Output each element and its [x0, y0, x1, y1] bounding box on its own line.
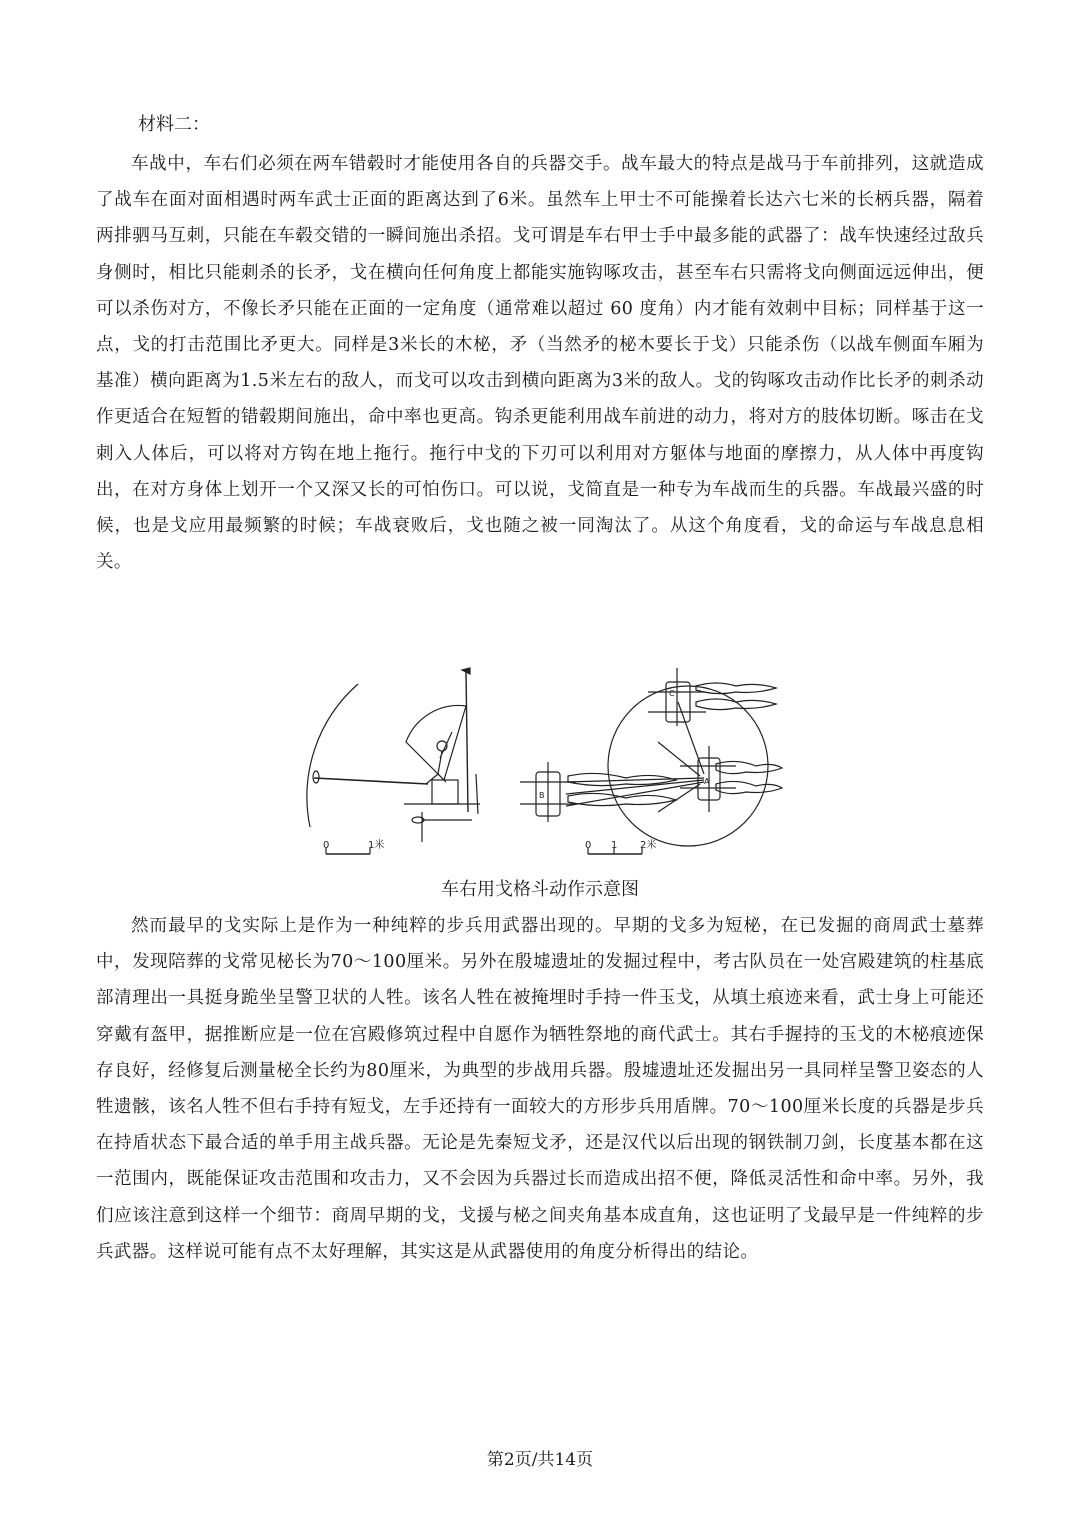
left-swing-sector — [406, 705, 466, 780]
page-number: 第2页/共14页 — [486, 1450, 594, 1470]
label-chariot-b: B — [539, 791, 545, 800]
paragraph-infantry-origin: 然而最早的戈实际上是作为一种纯粹的步兵用武器出现的。早期的戈多为短柲，在已发掘的商周武士墓葬中，发现陪葬的戈常见柲长为70～100厘米。另外在殷墟遗址的发掘过程中，考古队员在一处宫殿建筑的柱基底部清理出一具挺身跪坐呈警卫状的人牲。该名人牲在被掩埋时手持一件玉戈，从填土痕迹来看，武士身上可能还穿戴有盔甲，据推断应是一位在宫殿修筑过程中自愿作为牺牲祭地的商代武士。其右手握持的玉戈的木柲痕迹保存良好，经修复后测量柲全长约为80厘米，为典型的步战用兵器。殷墟遗址还发掘出另一具同样呈警卫姿态的人牲遗骸，该名人牲不但右手持有短戈，左手还持有一面较大的方形步兵用盾牌。70～100厘米长度的兵器是步兵在持盾状态下最合适的单手用主战兵器。无论是先秦短戈矛，还是汉代以后出现的钢铁制刀剑，长度基本都在这一范围内，既能保证攻击范围和攻击力，又不会因为兵器过长而造成出招不便，降低灵活性和命中率。另外，我们应该注意到这样一个细节：商周早期的戈，戈援与柲之间夹角基本成直角，这也证明了戈最早是一件纯粹的步兵武器。这样说可能有点不太好理解，其实这是从武器使用的角度分析得出的结论。 — [96, 916, 984, 1262]
label-chariot-c: C — [669, 689, 675, 698]
right-scale-one: 1 — [611, 840, 618, 851]
figure-caption: 车右用戈格斗动作示意图 — [441, 879, 639, 900]
figure-ge-combat-diagram — [296, 662, 796, 862]
left-scale-end: 1米 — [368, 840, 385, 851]
paragraph-chariot-warfare: 车战中，车右们必须在两车错毂时才能使用各自的兵器交手。战车最大的特点是战马于车前排列，这就造成了战车在面对面相遇时两车武士正面的距离达到了6米。虽然车上甲士不可能操着长达六七米的长柄兵器，隔着两排驷马互刺，只能在车毂交错的一瞬间施出杀招。戈可谓是车右甲士手中最多能的武器了：战车快速经过敌兵身侧时，相比只能刺杀的长矛，戈在横向任何角度上都能实施钩啄攻击，甚至车右只需将戈向侧面远远伸出，便可以杀伤对方，不像长矛只能在正面的一定角度（通常难以超过 60 度角）内才能有效刺中目标；同样基于这一点，戈的打击范围比矛更大。同样是3米长的木柲，矛（当然矛的柲木要长于戈）只能杀伤（以战车侧面车厢为基准）横向距离为1.5米左右的敌人，而戈可以攻击到横向距离为3米的敌人。戈的钩啄攻击动作比长矛的刺杀动作更适合在短暂的错毂期间施出，命中率也更高。钩杀更能利用战车前进的动力，将对方的肢体切断。啄击在戈刺入人体后，可以将对方钩在地上拖行。拖行中戈的下刃可以利用对方躯体与地面的摩擦力，从人体中再度钩出，在对方身体上划开一个又深又长的可怕伤口。可以说，戈简直是一种专为车战而生的兵器。车战最兴盛的时候，也是戈应用最频繁的时候；车战衰败后，戈也随之被一同淘汰了。从这个角度看，戈的命运与车战息息相关。 — [96, 154, 984, 573]
right-scale-zero: 0 — [585, 840, 592, 851]
left-ge-pole — [314, 778, 428, 784]
left-reach-arc — [307, 684, 358, 827]
label-chariot-a: A — [704, 777, 710, 786]
right-scale-end: 2米 — [640, 840, 657, 851]
section-heading: 材料二： — [138, 114, 210, 135]
left-scale-zero: 0 — [323, 840, 330, 851]
